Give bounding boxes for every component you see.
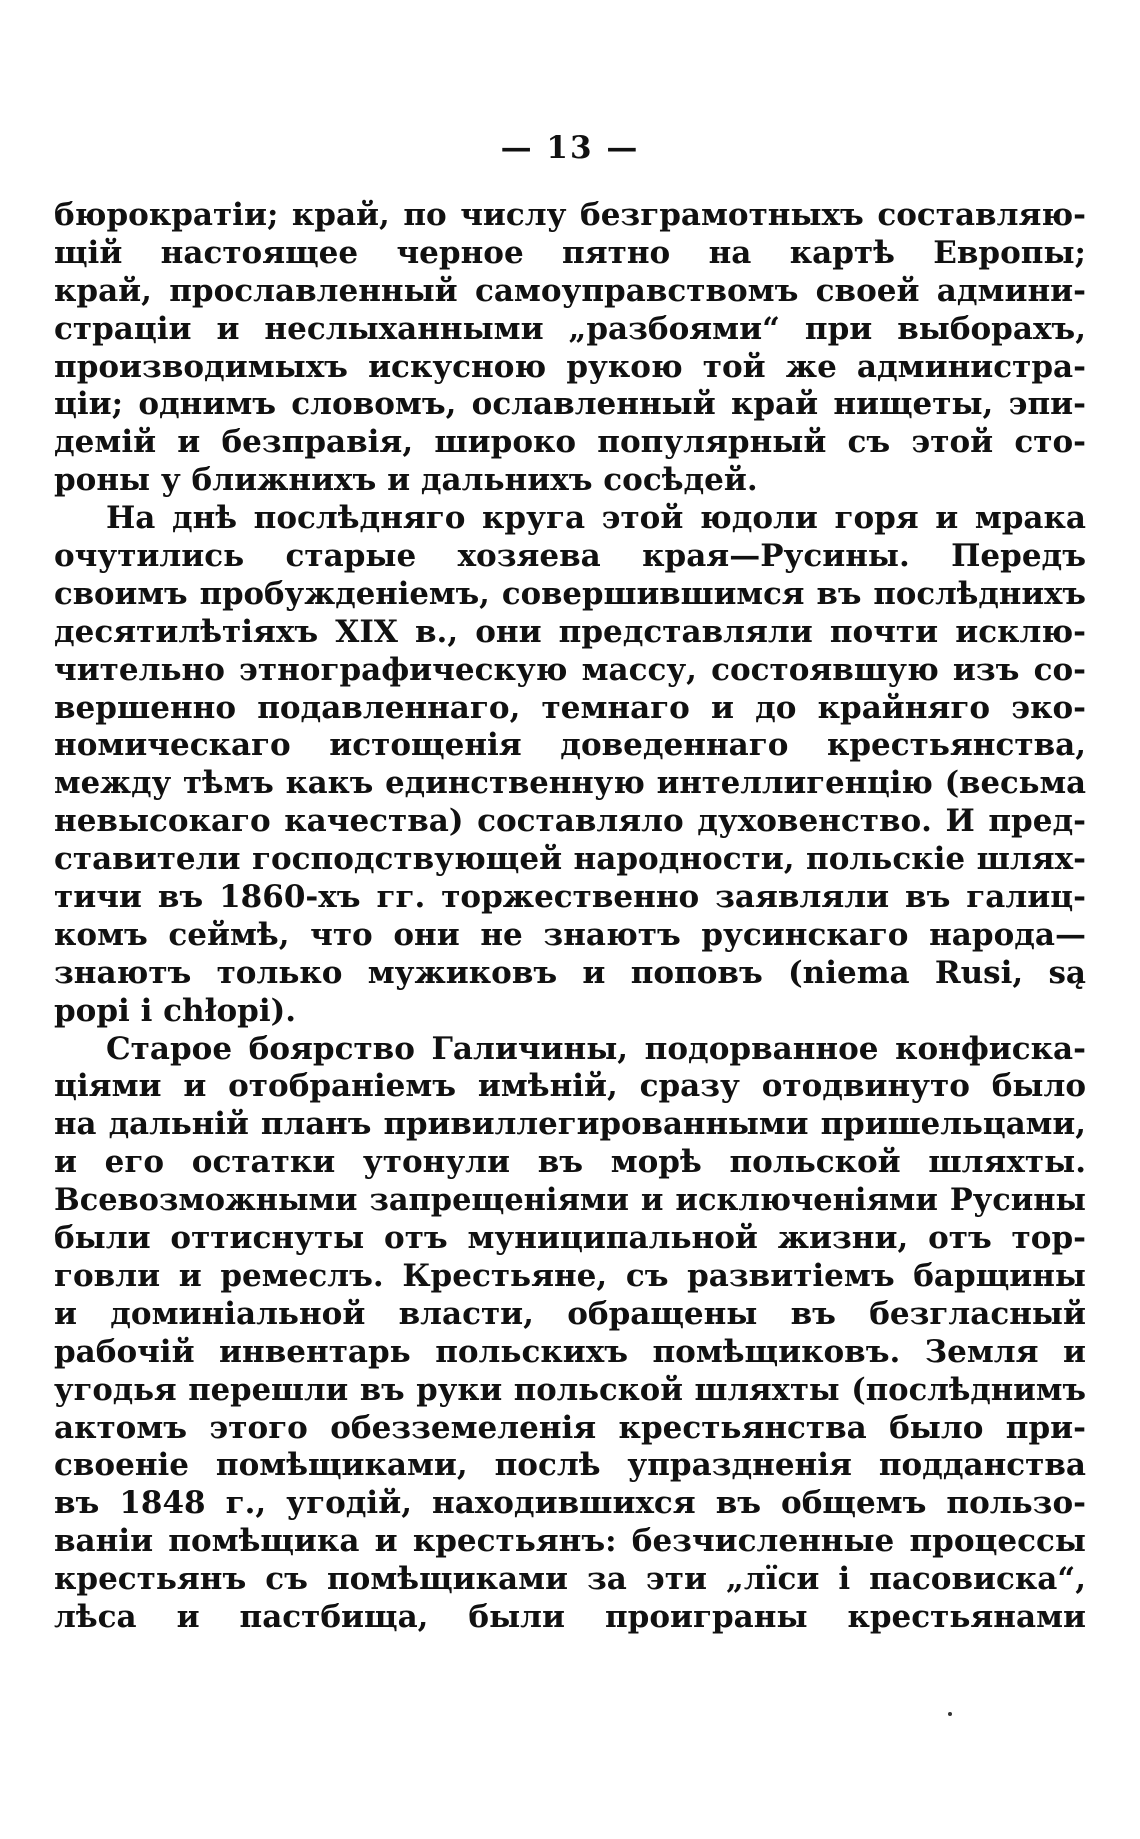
text-line: чительно этнографическую массу, состоявшую изъ со-	[54, 651, 1086, 688]
text-line: ванiи помѣщика и крестьянъ: безчисленные процессы	[54, 1523, 1086, 1560]
text-line: popi i chłopi).	[54, 992, 297, 1029]
text-line: очутились старые хозяева края—Русины. Передъ	[54, 538, 1086, 575]
text-line: между тѣмъ какъ единственную интеллигенцiю (весьма	[54, 765, 1086, 802]
text-line: демiй и безправiя, широко популярный съ этой сто-	[54, 424, 1086, 461]
text-line: роны у ближнихъ и дальнихъ сосѣдей.	[54, 462, 758, 499]
text-line: невысокаго качества) составляло духовенство. И пред-	[54, 803, 1086, 840]
text-line: своенiе помѣщиками, послѣ упраздненiя подданства	[54, 1447, 1086, 1484]
print-speck	[948, 1712, 952, 1716]
text-line: край, прославленный самоуправствомъ своей админи-	[54, 272, 1086, 309]
text-line: номическаго истощенiя доведеннаго крестьянства,	[54, 727, 1086, 764]
text-line: лѣса и пастбища, были проиграны крестьянами	[54, 1598, 1086, 1635]
text-line: ставители господствующей народности, польскiе шлях-	[54, 841, 1086, 878]
text-line: знаютъ только мужиковъ и поповъ (niema Rusi, są	[54, 954, 1086, 991]
body-text	[54, 197, 1086, 1637]
text-line: цiи; однимъ словомъ, ославленный край нищеты, эпи-	[54, 386, 1086, 423]
text-line: тичи въ 1860-хъ гг. торжественно заявляли въ галиц-	[54, 879, 1086, 916]
text-line: на дальнiй планъ привиллегированными пришельцами,	[54, 1106, 1086, 1143]
text-line: рабочiй инвентарь польскихъ помѣщиковъ. Земля и	[54, 1333, 1086, 1370]
text-line: цiями и отобранiемъ имѣнiй, сразу отодвинуто было	[54, 1068, 1086, 1105]
text-line: На днѣ послѣдняго круга этой юдоли горя и мрака	[106, 500, 1086, 537]
text-line: своимъ пробужденiемъ, совершившимся въ послѣднихъ	[54, 575, 1086, 612]
text-line: въ 1848 г., угодiй, находившихся въ общемъ пользо-	[54, 1485, 1086, 1522]
text-line: были оттиснуты отъ муниципальной жизни, отъ тор-	[54, 1220, 1086, 1257]
text-line: крестьянъ съ помѣщиками за эти „лїси і пасовиска“,	[54, 1561, 1086, 1598]
text-line: щiй настоящее черное пятно на картѣ Европы;	[54, 234, 1086, 271]
text-line: комъ сеймѣ, что они не знаютъ русинскаго народа—	[54, 916, 1086, 953]
text-line: вершенно подавленнаго, темнаго и до крайняго эко-	[54, 689, 1086, 726]
text-line: Всевозможными запрещенiями и исключенiями Русины	[54, 1182, 1086, 1219]
text-line: Старое боярство Галичины, подорванное конфиска-	[106, 1030, 1086, 1067]
text-line: и его остатки утонули въ морѣ польской шляхты.	[54, 1144, 1086, 1181]
text-line: угодья перешли въ руки польской шляхты (послѣднимъ	[54, 1371, 1086, 1408]
text-line: десятилѣтiяхъ XIX в., они представляли почти исклю-	[54, 613, 1086, 650]
text-line: актомъ этого обезземеленiя крестьянства было при-	[54, 1409, 1086, 1446]
text-line: производимыхъ искусною рукою той же администра-	[54, 348, 1086, 385]
text-line: говли и ремеслъ. Крестьяне, съ развитiемъ барщины	[54, 1257, 1086, 1294]
text-line: страцiи и неслыханными „разбоями“ при выборахъ,	[54, 310, 1086, 347]
text-line: и доминiальной власти, обращены въ безгласный	[54, 1295, 1086, 1332]
text-line: бюрократiи; край, по числу безграмотныхъ составляю-	[54, 197, 1086, 233]
page-number: — 13 —	[500, 130, 640, 166]
